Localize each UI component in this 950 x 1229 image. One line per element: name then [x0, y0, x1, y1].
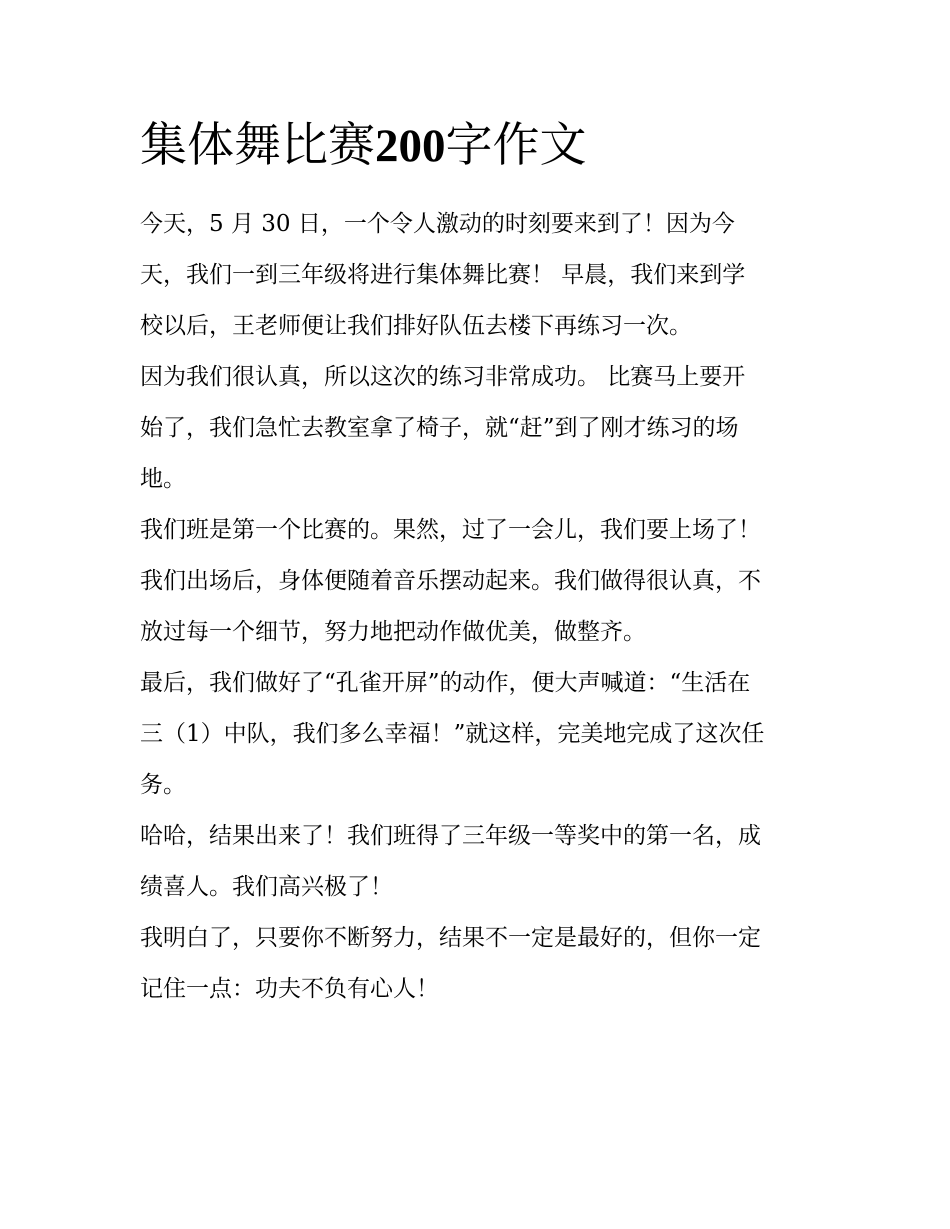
text-line: 我明白了，只要你不断努力，结果不一定是最好的，但你一定 — [140, 925, 761, 951]
text-line: 校以后，王老师便让我们排好队伍去楼下再练习一次。 — [140, 313, 692, 339]
text-line: 始了，我们急忙去教室拿了椅子，就“赶”到了刚才练习的场 — [140, 415, 739, 441]
text-line: 三（1）中队，我们多么幸福！”就这样，完美地完成了这次任 — [140, 721, 765, 747]
text-line: 记住一点：功夫不负有心人！ — [140, 976, 439, 1002]
text-line: 我们出场后，身体便随着音乐摆动起来。我们做得很认真，不 — [140, 568, 761, 594]
title-text-part1: 集体舞比赛 — [140, 118, 375, 173]
text-line: 今天，5 月 30 日，一个令人激动的时刻要来到了！因为今 — [140, 211, 735, 237]
text-line: 地。 — [140, 466, 186, 492]
text-line: 我们班是第一个比赛的。果然，过了一会儿，我们要上场了！ — [140, 517, 761, 543]
text-line: 最后，我们做好了“孔雀开屏”的动作，便大声喊道：“生活在 — [140, 670, 751, 696]
title-text-part2: 字作文 — [445, 118, 587, 173]
document-title — [140, 112, 587, 180]
text-line: 哈哈，结果出来了！我们班得了三年级一等奖中的第一名，成 — [140, 823, 761, 849]
title-number: 200 — [375, 120, 446, 172]
text-line: 绩喜人。我们高兴极了！ — [140, 874, 393, 900]
text-line: 放过每一个细节，努力地把动作做优美，做整齐。 — [140, 619, 646, 645]
document-body — [140, 199, 820, 1015]
text-line: 务。 — [140, 772, 186, 798]
text-line: 天，我们一到三年级将进行集体舞比赛！ 早晨，我们来到学 — [140, 262, 746, 288]
text-line: 因为我们很认真，所以这次的练习非常成功。 比赛马上要开 — [140, 364, 746, 390]
